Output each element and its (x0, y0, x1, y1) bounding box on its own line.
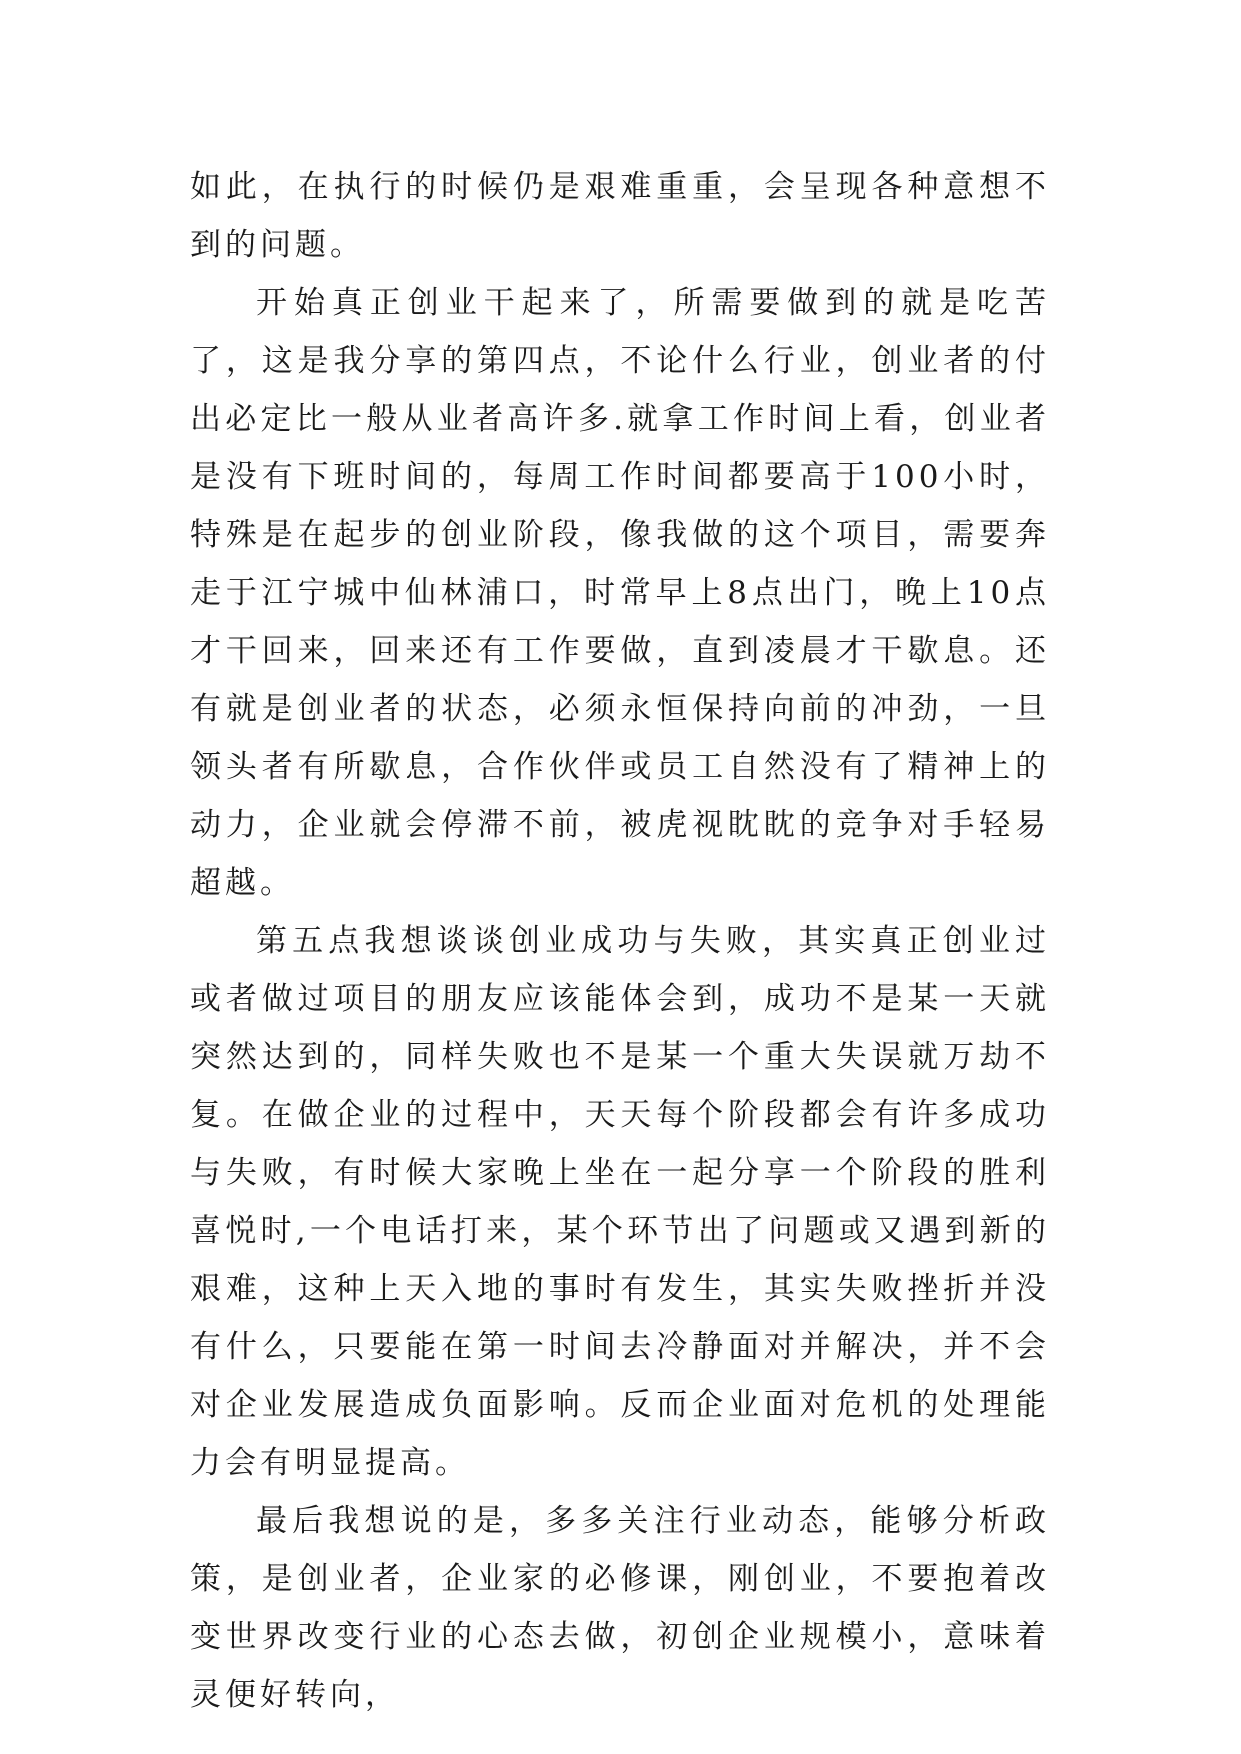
paragraph-hard-work: 开始真正创业干起来了，所需要做到的就是吃苦了，这是我分享的第四点，不论什么行业，创业者的付出必定比一般从业者高许多.就拿工作时间上看，创业者是没有下班时间的，每周工作时间都要高于100小时，特殊是在起步的创业阶段，像我做的这个项目，需要奔走于江宁城中仙林浦口，时常早上8点出门，晚上10点才干回来，回来还有工作要做，直到凌晨才干歇息。还有就是创业者的状态，必须永恒保持向前的冲劲，一旦领头者有所歇息，合作伙伴或员工自然没有了精神上的动力，企业就会停滞不前，被虎视眈眈的竞争对手轻易超越。 (190, 285, 1050, 901)
paragraph-industry-trends: 最后我想说的是，多多关注行业动态，能够分析政策，是创业者，企业家的必修课，刚创业，不要抱着改变世界改变行业的心态去做，初创企业规模小，意味着灵便好转向， (190, 1503, 1050, 1713)
paragraph-continuation: 如此，在执行的时候仍是艰难重重，会呈现各种意想不到的问题。 (190, 169, 1050, 263)
paragraph-success-failure: 第五点我想谈谈创业成功与失败，其实真正创业过或者做过项目的朋友应该能体会到，成功不是某一天就突然达到的，同样失败也不是某一个重大失误就万劫不复。在做企业的过程中，天天每个阶段都会有许多成功与失败，有时候大家晚上坐在一起分享一个阶段的胜利喜悦时,一个电话打来，某个环节出了问题或又遇到新的艰难，这种上天入地的事时有发生，其实失败挫折并没有什么，只要能在第一时间去冷静面对并解决，并不会对企业发展造成负面影响。反而企业面对危机的处理能力会有明显提高。 (190, 923, 1050, 1481)
document-page (190, 158, 1050, 1724)
